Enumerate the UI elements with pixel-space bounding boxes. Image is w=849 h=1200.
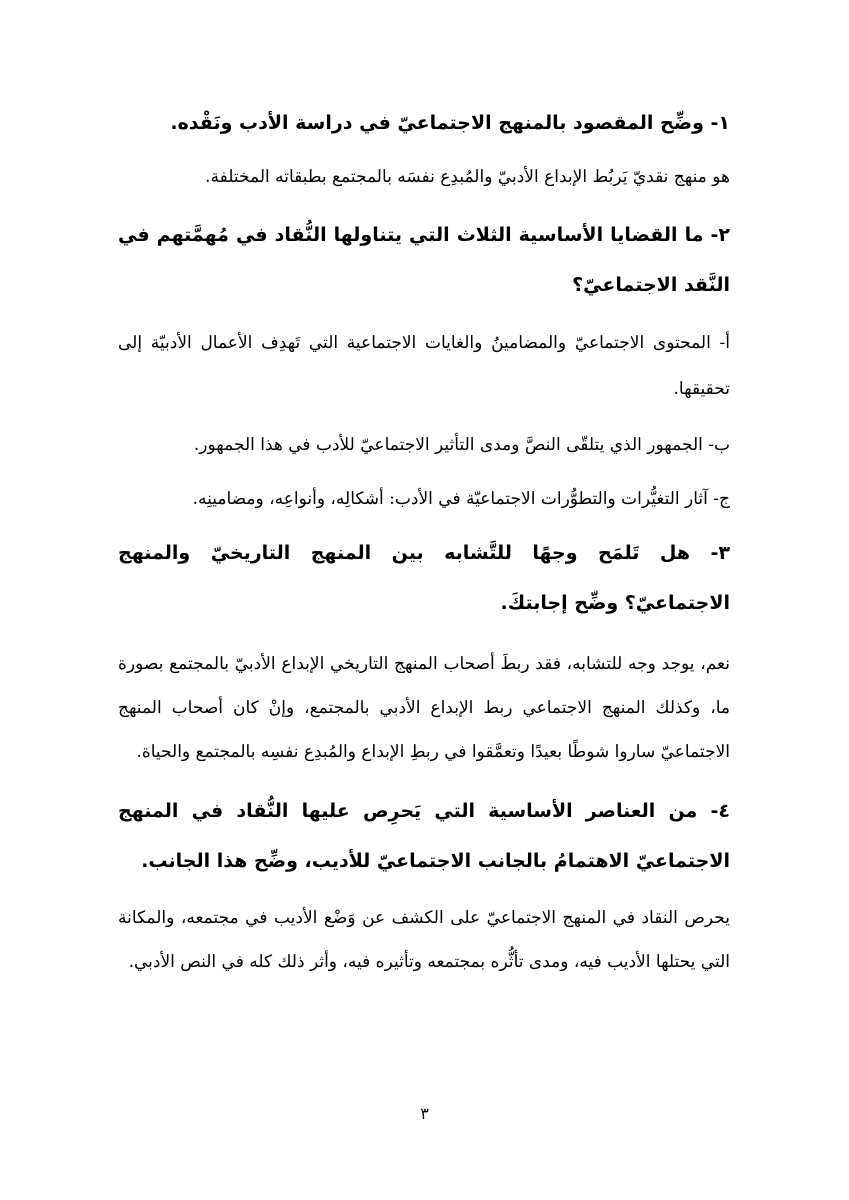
answer-3: نعم، يوجد وجه للتشابه، فقد ربطَ أصحاب المنهج التاريخي الإبداع الأدبيّ بالمجتمع بصورة ما، وكذلك المنهج الاجتماعي ربط الإبداع الأدبي بالمجتمع، وإنْ كان أصحاب المنهج الاجتماعيّ ساروا شوطًا بعيدًا وتعمَّقوا في ربطِ الإبداع والمُبدِع نفسِه بالمجتمع والحياة.	[118, 654, 730, 762]
page-number: ٣	[420, 1104, 429, 1123]
answer-2-item-a: أ- المحتوى الاجتماعيّ والمضامينُ والغايات الاجتماعية التي تَهدِف الأعمال الأدبيّة إلى تحقيقها.	[118, 333, 730, 399]
answer-2-item-c: ج- آثار التغيُّرات والتطوُّرات الاجتماعيّة في الأدب: أشكالِه، وأنواعِه، ومضامينِه.	[192, 489, 730, 509]
question-2: ٢- ما القضايا الأساسية الثلاث التي يتناولها النُّقاد في مُهمَّتهم في النَّقد الاجتماعيّ؟	[118, 224, 730, 296]
question-3: ٣- هل تَلمَح وجهًا للتَّشابه بين المنهج التاريخيّ والمنهج الاجتماعيّ؟ وضِّح إجابتكَ.	[118, 542, 730, 614]
question-1: ١- وضِّح المقصود بالمنهج الاجتماعيّ في دراسة الأدب ونَقْده.	[170, 112, 730, 134]
answer-2-item-b: ب- الجمهور الذي يتلقّى النصَّ ومدى التأثير الاجتماعيّ للأدب في هذا الجمهور.	[193, 435, 730, 455]
question-4: ٤- من العناصر الأساسية التي يَحرِص عليها النُّقاد في المنهج الاجتماعيّ الاهتمامُ بالجانب الاجتماعيّ للأديب، وضِّح هذا الجانب.	[118, 800, 730, 872]
document-page	[118, 98, 730, 984]
answer-4: يحرص النقاد في المنهج الاجتماعيّ على الكشف عن وَضْع الأديب في مجتمعه، والمكانة التي يحتلها الأديب فيه، ومدى تأثُّره بمجتمعه وتأثيره فيه، وأثر ذلك كله في النص الأدبي.	[118, 908, 730, 972]
answer-1: هو منهج نقديّ يَربُط الإبداع الأدبيّ والمُبدِع نفسَه بالمجتمع بطبقاته المختلفة.	[205, 167, 730, 187]
